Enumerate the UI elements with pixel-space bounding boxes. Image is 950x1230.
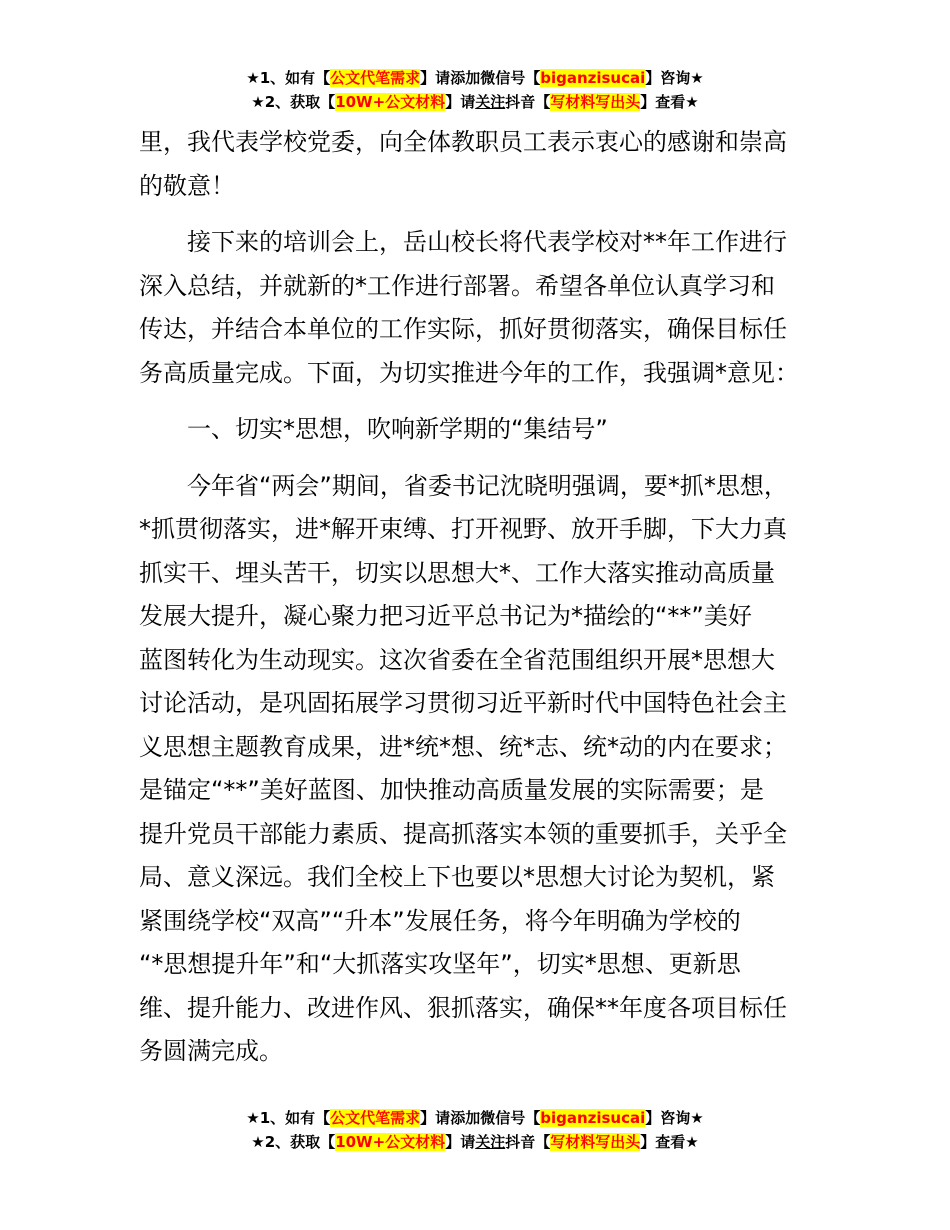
body-line: 讨论活动，是巩固拓展学习贯彻习近平新时代中国特色社会主: [139, 689, 787, 717]
body-line: 提升党员干部能力素质、提高抓落实本领的重要抓手，关乎全: [139, 819, 787, 848]
body-line: 义思想主题教育成果，进*统*想、统*志、统*动的内在要求；: [139, 732, 787, 761]
body-line: 务圆满完成。: [139, 1037, 283, 1065]
highlight-wechat-id: biganzisucai: [540, 1109, 646, 1127]
body-line: *抓贯彻落实，进*解开束缚、打开视野、放开手脚，下大力真: [139, 515, 787, 543]
document-body: [139, 121, 839, 1074]
body-line: 深入总结，并就新的*工作进行部署。希望各单位认真学习和: [139, 271, 775, 300]
highlight-materials: 10W+公文材料: [335, 93, 446, 111]
header-banner-line-2: ★2、获取【10W+公文材料】请关注抖音【写材料写出头】查看★: [251, 93, 699, 111]
body-line: 局、意义深远。我们全校上下也要以*思想大讨论为契机，紧: [139, 863, 775, 891]
body-line: 传达，并结合本单位的工作实际，抓好贯彻落实，确保目标任: [139, 315, 787, 343]
body-line: 蓝图转化为生动现实。这次省委在全省范围组织开展*思想大: [139, 645, 775, 674]
body-line: 务高质量完成。下面，为切实推进今年的工作，我强调*意见：: [139, 358, 799, 387]
body-line: 今年省“两会”期间，省委书记沈晓明强调，要*抓*思想，: [187, 471, 788, 500]
body-line: 抓实干、埋头苦干，切实以思想大*、工作大落实推动高质量: [139, 558, 775, 587]
highlight-materials: 10W+公文材料: [335, 1133, 446, 1151]
highlight-ghostwriting: 公文代笔需求: [330, 1109, 421, 1127]
highlight-ghostwriting: 公文代笔需求: [330, 69, 421, 87]
underlined-follow: 关注: [475, 93, 506, 111]
body-line: 紧围绕学校“双高”“升本”发展任务，将今年明确为学校的: [139, 906, 741, 935]
highlight-douyin-account: 写材料写出头: [550, 1133, 641, 1151]
section-heading: 一、切实*思想，吹响新学期的“集结号”: [187, 415, 608, 443]
footer-banner: [0, 1106, 950, 1154]
body-line: 的敬意！: [139, 171, 235, 200]
body-line: 维、提升能力、改进作风、狠抓落实，确保**年度各项目标任: [139, 993, 787, 1022]
body-line: 是锚定“**”美好蓝图、加快推动高质量发展的实际需要；是: [139, 776, 764, 804]
highlight-douyin-account: 写材料写出头: [550, 93, 641, 111]
body-line: “*思想提升年”和“大抓落实攻坚年”，切实*思想、更新思: [139, 950, 741, 978]
header-banner: [0, 66, 950, 114]
footer-banner-line-2: ★2、获取【10W+公文材料】请关注抖音【写材料写出头】查看★: [251, 1133, 699, 1151]
underlined-follow: 关注: [475, 1133, 506, 1151]
highlight-wechat-id: biganzisucai: [540, 69, 646, 87]
footer-banner-line-1: ★1、如有【公文代笔需求】请添加微信号【biganzisucai】咨询★: [246, 1109, 704, 1127]
body-line: 里，我代表学校党委，向全体教职员工表示衷心的感谢和崇高: [139, 128, 787, 156]
header-banner-line-1: ★1、如有【公文代笔需求】请添加微信号【biganzisucai】咨询★: [246, 69, 704, 87]
body-line: 接下来的培训会上，岳山校长将代表学校对**年工作进行: [187, 228, 787, 256]
body-line: 发展大提升，凝心聚力把习近平总书记为*描绘的“**”美好: [139, 602, 752, 630]
